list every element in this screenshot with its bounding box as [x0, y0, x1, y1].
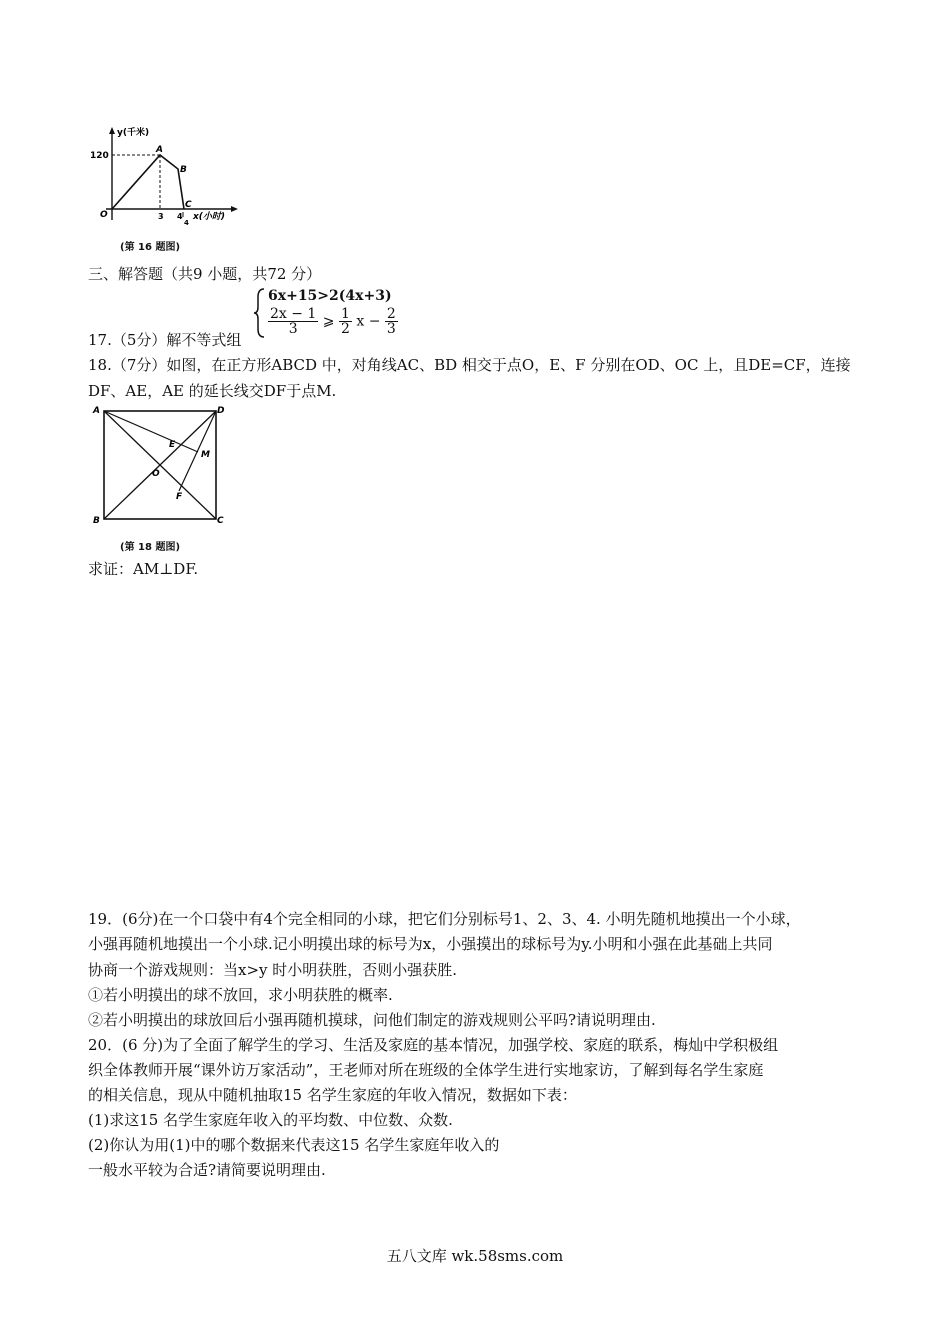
q17-frac-left-num: 2x − 1: [270, 306, 317, 322]
segment-df: [179, 411, 216, 491]
x-tick-4-denominator: 4: [184, 219, 189, 225]
q18-line-2: DF、AE，AE 的延长线交DF于点M.: [88, 382, 337, 400]
point-c-label: C: [217, 516, 224, 526]
point-c-label: C: [185, 200, 192, 210]
point-b-label: B: [93, 516, 100, 526]
section-heading: 三、解答题（共9 小题，共72 分）: [88, 265, 322, 283]
q17-frac-half-num: 1: [340, 306, 350, 322]
q20-line-2: 织全体教师开展“课外访万家活动”，王老师对所在班级的全体学生进行实地家访，了解到每名学生家庭: [88, 1061, 764, 1079]
q20-line-3: 的相关信息，现从中随机抽取15 名学生家庭的年收入情况，数据如下表：: [88, 1086, 577, 1104]
fig18-caption: (第 18 题图): [120, 542, 181, 553]
point-f-label: F: [176, 492, 183, 502]
point-a-label: A: [93, 406, 100, 416]
q20-line-1: 20．(6 分)为了全面了解学生的学习、生活及家庭的基本情况，加强学校、家庭的联系，梅灿中学积极组: [88, 1036, 779, 1054]
y-tick-120: 120: [90, 151, 109, 161]
q17-frac-half-den: 2: [340, 321, 350, 337]
x-axis-label: x(小时): [193, 212, 226, 222]
x-tick-3: 3: [158, 212, 164, 221]
q17-label: 17.（5分）解不等式组: [88, 331, 242, 349]
distance-time-line: [112, 155, 184, 209]
q17-frac-left-den: 3: [288, 321, 298, 337]
fig16-graph: [86, 125, 256, 225]
q18-line-1: 18.（7分）如图，在正方形ABCD 中，对角线AC、BD 相交于点O，E、F 分别在OD、OC 上，且DE=CF，连接: [88, 356, 851, 374]
q17-frac-right: [385, 307, 398, 336]
point-o-label: O: [152, 469, 160, 479]
point-d-label: D: [217, 406, 225, 416]
q17-frac-right-den: 3: [386, 321, 396, 337]
q17-inequality-2: [268, 307, 398, 336]
point-a-label: A: [156, 145, 163, 155]
q18-prove-statement: 求证：AM⊥DF.: [88, 560, 199, 578]
q17-geq-sign: ⩾: [322, 313, 335, 330]
fig18-square-diagram: [90, 402, 230, 532]
y-axis-arrow: [109, 127, 115, 134]
q19-line-5: ②若小明摸出的球放回后小强再随机摸球，问他们制定的游戏规则公平吗?请说明理由.: [88, 1011, 656, 1029]
origin-label: O: [100, 210, 108, 220]
x-axis-arrow: [231, 206, 238, 212]
y-axis-label: y(千米): [117, 128, 150, 138]
q20-line-4: (1)求这15 名学生家庭年收入的平均数、中位数、众数.: [88, 1111, 453, 1129]
q17-x-minus: x −: [356, 313, 381, 330]
q19-line-1: 19．(6分)在一个口袋中有4个完全相同的小球，把它们分别标号1、2、3、4. 小明先随机地摸出一个小球，: [88, 910, 801, 928]
point-e-label: E: [169, 440, 176, 450]
point-m-label: M: [201, 450, 210, 460]
q17-frac-right-num: 2: [386, 306, 396, 322]
q17-frac-half: [339, 307, 352, 336]
fig16-caption: (第 16 题图): [120, 242, 181, 253]
q19-line-3: 协商一个游戏规则：当x>y 时小明获胜，否则小强获胜.: [88, 961, 458, 979]
segment-am: [104, 411, 198, 452]
q17-inequality-1: 6x+15>2(4x+3): [268, 288, 392, 304]
q20-line-5: (2)你认为用(1)中的哪个数据来代表这15 名学生家庭年收入的: [88, 1136, 500, 1154]
page-footer: 五八文库 wk.58sms.com: [386, 1247, 564, 1265]
x-tick-4-numerator: 4: [177, 212, 183, 221]
q20-line-6: 一般水平较为合适?请简要说明理由.: [88, 1161, 326, 1179]
q19-line-2: 小强再随机地摸出一个小球.记小明摸出球的标号为x，小强摸出的球标号为y.小明和小强在此基础上共同: [88, 935, 773, 953]
q19-line-4: ①若小明摸出的球不放回，求小明获胜的概率.: [88, 986, 393, 1004]
q17-system-brace: [254, 287, 266, 343]
point-b-label: B: [180, 165, 187, 175]
q17-frac-left: [268, 307, 318, 336]
